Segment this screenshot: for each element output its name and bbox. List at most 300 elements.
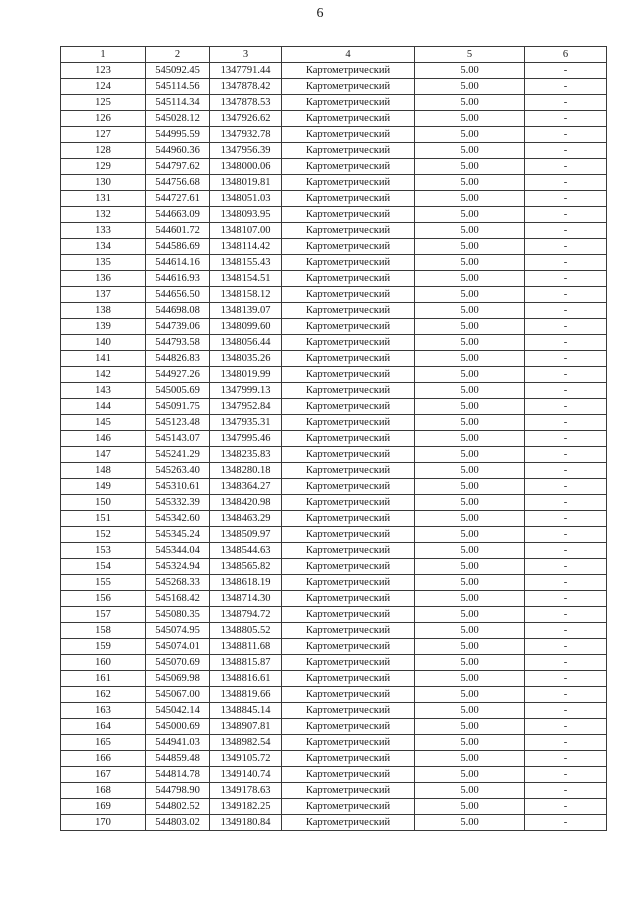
- table-row: [61, 591, 607, 607]
- method-cell: Картометрический: [282, 271, 415, 287]
- method-cell: Картометрический: [282, 495, 415, 511]
- method-cell: Картометрический: [282, 127, 415, 143]
- y-coordinate-cell: 1348107.00: [210, 223, 282, 239]
- x-coordinate-cell: 545069.98: [146, 671, 210, 687]
- description-cell: -: [525, 495, 607, 511]
- point-number-cell: 170: [61, 815, 146, 831]
- y-coordinate-cell: 1348811.68: [210, 639, 282, 655]
- method-cell: Картометрический: [282, 335, 415, 351]
- accuracy-cell: 5.00: [415, 575, 525, 591]
- method-cell: Картометрический: [282, 591, 415, 607]
- point-number-cell: 162: [61, 687, 146, 703]
- y-coordinate-cell: 1349105.72: [210, 751, 282, 767]
- point-number-cell: 157: [61, 607, 146, 623]
- method-cell: Картометрический: [282, 207, 415, 223]
- accuracy-cell: 5.00: [415, 191, 525, 207]
- x-coordinate-cell: 545268.33: [146, 575, 210, 591]
- x-coordinate-cell: 545114.34: [146, 95, 210, 111]
- x-coordinate-cell: 545067.00: [146, 687, 210, 703]
- accuracy-cell: 5.00: [415, 351, 525, 367]
- y-coordinate-cell: 1348235.83: [210, 447, 282, 463]
- accuracy-cell: 5.00: [415, 175, 525, 191]
- method-cell: Картометрический: [282, 351, 415, 367]
- x-coordinate-cell: 545263.40: [146, 463, 210, 479]
- table-row: [61, 319, 607, 335]
- table-row: [61, 783, 607, 799]
- method-cell: Картометрический: [282, 367, 415, 383]
- description-cell: -: [525, 367, 607, 383]
- table-row: [61, 159, 607, 175]
- accuracy-cell: 5.00: [415, 111, 525, 127]
- point-number-cell: 125: [61, 95, 146, 111]
- table-header: [61, 47, 607, 63]
- x-coordinate-cell: 544941.03: [146, 735, 210, 751]
- point-number-cell: 165: [61, 735, 146, 751]
- description-cell: -: [525, 671, 607, 687]
- description-cell: -: [525, 191, 607, 207]
- x-coordinate-cell: 545324.94: [146, 559, 210, 575]
- point-number-cell: 131: [61, 191, 146, 207]
- accuracy-cell: 5.00: [415, 255, 525, 271]
- method-cell: Картометрический: [282, 575, 415, 591]
- y-coordinate-cell: 1348154.51: [210, 271, 282, 287]
- accuracy-cell: 5.00: [415, 687, 525, 703]
- table-row: [61, 639, 607, 655]
- accuracy-cell: 5.00: [415, 559, 525, 575]
- table-row: [61, 655, 607, 671]
- method-cell: Картометрический: [282, 111, 415, 127]
- header-cell: 2: [146, 47, 210, 63]
- accuracy-cell: 5.00: [415, 495, 525, 511]
- method-cell: Картометрический: [282, 479, 415, 495]
- x-coordinate-cell: 545092.45: [146, 63, 210, 79]
- description-cell: -: [525, 239, 607, 255]
- method-cell: Картометрический: [282, 79, 415, 95]
- accuracy-cell: 5.00: [415, 143, 525, 159]
- table-row: [61, 303, 607, 319]
- method-cell: Картометрический: [282, 399, 415, 415]
- method-cell: Картометрический: [282, 319, 415, 335]
- point-number-cell: 137: [61, 287, 146, 303]
- x-coordinate-cell: 545070.69: [146, 655, 210, 671]
- table-row: [61, 719, 607, 735]
- point-number-cell: 158: [61, 623, 146, 639]
- point-number-cell: 155: [61, 575, 146, 591]
- description-cell: -: [525, 527, 607, 543]
- y-coordinate-cell: 1349180.84: [210, 815, 282, 831]
- y-coordinate-cell: 1348907.81: [210, 719, 282, 735]
- accuracy-cell: 5.00: [415, 671, 525, 687]
- x-coordinate-cell: 544663.09: [146, 207, 210, 223]
- x-coordinate-cell: 544616.93: [146, 271, 210, 287]
- table-row: [61, 607, 607, 623]
- point-number-cell: 152: [61, 527, 146, 543]
- y-coordinate-cell: 1347932.78: [210, 127, 282, 143]
- description-cell: -: [525, 319, 607, 335]
- point-number-cell: 130: [61, 175, 146, 191]
- method-cell: Картометрический: [282, 783, 415, 799]
- accuracy-cell: 5.00: [415, 399, 525, 415]
- accuracy-cell: 5.00: [415, 543, 525, 559]
- description-cell: -: [525, 815, 607, 831]
- accuracy-cell: 5.00: [415, 431, 525, 447]
- method-cell: Картометрический: [282, 751, 415, 767]
- y-coordinate-cell: 1348420.98: [210, 495, 282, 511]
- point-number-cell: 160: [61, 655, 146, 671]
- y-coordinate-cell: 1348815.87: [210, 655, 282, 671]
- description-cell: -: [525, 543, 607, 559]
- description-cell: -: [525, 639, 607, 655]
- y-coordinate-cell: 1348158.12: [210, 287, 282, 303]
- method-cell: Картометрический: [282, 527, 415, 543]
- method-cell: Картометрический: [282, 239, 415, 255]
- x-coordinate-cell: 544614.16: [146, 255, 210, 271]
- method-cell: Картометрический: [282, 159, 415, 175]
- point-number-cell: 123: [61, 63, 146, 79]
- method-cell: Картометрический: [282, 623, 415, 639]
- method-cell: Картометрический: [282, 431, 415, 447]
- table-row: [61, 271, 607, 287]
- point-number-cell: 148: [61, 463, 146, 479]
- accuracy-cell: 5.00: [415, 623, 525, 639]
- y-coordinate-cell: 1349140.74: [210, 767, 282, 783]
- accuracy-cell: 5.00: [415, 639, 525, 655]
- accuracy-cell: 5.00: [415, 655, 525, 671]
- description-cell: -: [525, 799, 607, 815]
- method-cell: Картометрический: [282, 687, 415, 703]
- table-row: [61, 127, 607, 143]
- table-row: [61, 63, 607, 79]
- accuracy-cell: 5.00: [415, 799, 525, 815]
- point-number-cell: 134: [61, 239, 146, 255]
- table-row: [61, 511, 607, 527]
- accuracy-cell: 5.00: [415, 703, 525, 719]
- table-row: [61, 223, 607, 239]
- y-coordinate-cell: 1348509.97: [210, 527, 282, 543]
- description-cell: -: [525, 127, 607, 143]
- table-row: [61, 463, 607, 479]
- point-number-cell: 159: [61, 639, 146, 655]
- x-coordinate-cell: 545310.61: [146, 479, 210, 495]
- point-number-cell: 135: [61, 255, 146, 271]
- y-coordinate-cell: 1348114.42: [210, 239, 282, 255]
- point-number-cell: 147: [61, 447, 146, 463]
- y-coordinate-cell: 1347926.62: [210, 111, 282, 127]
- accuracy-cell: 5.00: [415, 95, 525, 111]
- y-coordinate-cell: 1348019.99: [210, 367, 282, 383]
- method-cell: Картометрический: [282, 543, 415, 559]
- y-coordinate-cell: 1347878.42: [210, 79, 282, 95]
- table-row: [61, 687, 607, 703]
- description-cell: -: [525, 95, 607, 111]
- table-row: [61, 367, 607, 383]
- table-row: [61, 207, 607, 223]
- description-cell: -: [525, 575, 607, 591]
- x-coordinate-cell: 544814.78: [146, 767, 210, 783]
- x-coordinate-cell: 544927.26: [146, 367, 210, 383]
- accuracy-cell: 5.00: [415, 511, 525, 527]
- point-number-cell: 144: [61, 399, 146, 415]
- y-coordinate-cell: 1348816.61: [210, 671, 282, 687]
- x-coordinate-cell: 544793.58: [146, 335, 210, 351]
- y-coordinate-cell: 1348035.26: [210, 351, 282, 367]
- x-coordinate-cell: 545332.39: [146, 495, 210, 511]
- point-number-cell: 151: [61, 511, 146, 527]
- accuracy-cell: 5.00: [415, 751, 525, 767]
- y-coordinate-cell: 1348805.52: [210, 623, 282, 639]
- point-number-cell: 169: [61, 799, 146, 815]
- accuracy-cell: 5.00: [415, 207, 525, 223]
- accuracy-cell: 5.00: [415, 527, 525, 543]
- table-row: [61, 431, 607, 447]
- x-coordinate-cell: 544698.08: [146, 303, 210, 319]
- description-cell: -: [525, 303, 607, 319]
- point-number-cell: 168: [61, 783, 146, 799]
- accuracy-cell: 5.00: [415, 767, 525, 783]
- table-row: [61, 383, 607, 399]
- x-coordinate-cell: 544797.62: [146, 159, 210, 175]
- method-cell: Картометрический: [282, 415, 415, 431]
- y-coordinate-cell: 1348099.60: [210, 319, 282, 335]
- x-coordinate-cell: 545114.56: [146, 79, 210, 95]
- table-row: [61, 351, 607, 367]
- accuracy-cell: 5.00: [415, 367, 525, 383]
- x-coordinate-cell: 544802.52: [146, 799, 210, 815]
- header-cell: 5: [415, 47, 525, 63]
- point-number-cell: 133: [61, 223, 146, 239]
- table-row: [61, 559, 607, 575]
- accuracy-cell: 5.00: [415, 159, 525, 175]
- table-row: [61, 111, 607, 127]
- x-coordinate-cell: 544601.72: [146, 223, 210, 239]
- x-coordinate-cell: 545080.35: [146, 607, 210, 623]
- y-coordinate-cell: 1348794.72: [210, 607, 282, 623]
- x-coordinate-cell: 545042.14: [146, 703, 210, 719]
- table-body: [61, 63, 607, 831]
- description-cell: -: [525, 751, 607, 767]
- x-coordinate-cell: 545074.95: [146, 623, 210, 639]
- point-number-cell: 136: [61, 271, 146, 287]
- table-row: [61, 143, 607, 159]
- table-row: [61, 399, 607, 415]
- point-number-cell: 142: [61, 367, 146, 383]
- y-coordinate-cell: 1348280.18: [210, 463, 282, 479]
- description-cell: -: [525, 607, 607, 623]
- method-cell: Картометрический: [282, 447, 415, 463]
- table-row: [61, 703, 607, 719]
- y-coordinate-cell: 1348093.95: [210, 207, 282, 223]
- method-cell: Картометрический: [282, 671, 415, 687]
- accuracy-cell: 5.00: [415, 127, 525, 143]
- header-cell: 4: [282, 47, 415, 63]
- y-coordinate-cell: 1349178.63: [210, 783, 282, 799]
- description-cell: -: [525, 335, 607, 351]
- y-coordinate-cell: 1348019.81: [210, 175, 282, 191]
- x-coordinate-cell: 545241.29: [146, 447, 210, 463]
- point-number-cell: 124: [61, 79, 146, 95]
- table-row: [61, 95, 607, 111]
- x-coordinate-cell: 545074.01: [146, 639, 210, 655]
- x-coordinate-cell: 545091.75: [146, 399, 210, 415]
- accuracy-cell: 5.00: [415, 719, 525, 735]
- table-row: [61, 623, 607, 639]
- method-cell: Картометрический: [282, 223, 415, 239]
- description-cell: -: [525, 767, 607, 783]
- description-cell: -: [525, 655, 607, 671]
- accuracy-cell: 5.00: [415, 815, 525, 831]
- description-cell: -: [525, 63, 607, 79]
- y-coordinate-cell: 1348051.03: [210, 191, 282, 207]
- description-cell: -: [525, 703, 607, 719]
- description-cell: -: [525, 287, 607, 303]
- description-cell: -: [525, 479, 607, 495]
- point-number-cell: 139: [61, 319, 146, 335]
- x-coordinate-cell: 544739.06: [146, 319, 210, 335]
- header-cell: 1: [61, 47, 146, 63]
- point-number-cell: 127: [61, 127, 146, 143]
- point-number-cell: 128: [61, 143, 146, 159]
- description-cell: -: [525, 431, 607, 447]
- point-number-cell: 161: [61, 671, 146, 687]
- x-coordinate-cell: 545000.69: [146, 719, 210, 735]
- table-row: [61, 287, 607, 303]
- table-row: [61, 767, 607, 783]
- description-cell: -: [525, 159, 607, 175]
- x-coordinate-cell: 544960.36: [146, 143, 210, 159]
- point-number-cell: 145: [61, 415, 146, 431]
- y-coordinate-cell: 1348819.66: [210, 687, 282, 703]
- method-cell: Картометрический: [282, 719, 415, 735]
- point-number-cell: 150: [61, 495, 146, 511]
- description-cell: -: [525, 223, 607, 239]
- x-coordinate-cell: 544859.48: [146, 751, 210, 767]
- y-coordinate-cell: 1348544.63: [210, 543, 282, 559]
- method-cell: Картометрический: [282, 815, 415, 831]
- point-number-cell: 149: [61, 479, 146, 495]
- description-cell: -: [525, 463, 607, 479]
- point-number-cell: 140: [61, 335, 146, 351]
- y-coordinate-cell: 1347952.84: [210, 399, 282, 415]
- method-cell: Картометрический: [282, 63, 415, 79]
- point-number-cell: 146: [61, 431, 146, 447]
- description-cell: -: [525, 111, 607, 127]
- page-number: 6: [316, 6, 324, 21]
- description-cell: -: [525, 591, 607, 607]
- description-cell: -: [525, 143, 607, 159]
- table-row: [61, 239, 607, 255]
- method-cell: Картометрический: [282, 511, 415, 527]
- point-number-cell: 143: [61, 383, 146, 399]
- table-row: [61, 175, 607, 191]
- accuracy-cell: 5.00: [415, 335, 525, 351]
- accuracy-cell: 5.00: [415, 783, 525, 799]
- y-coordinate-cell: 1348714.30: [210, 591, 282, 607]
- x-coordinate-cell: 544995.59: [146, 127, 210, 143]
- x-coordinate-cell: 544756.68: [146, 175, 210, 191]
- x-coordinate-cell: 544727.61: [146, 191, 210, 207]
- table-row: [61, 255, 607, 271]
- method-cell: Картометрический: [282, 143, 415, 159]
- method-cell: Картометрический: [282, 95, 415, 111]
- header-cell: 6: [525, 47, 607, 63]
- y-coordinate-cell: 1349182.25: [210, 799, 282, 815]
- accuracy-cell: 5.00: [415, 319, 525, 335]
- point-number-cell: 163: [61, 703, 146, 719]
- method-cell: Картометрический: [282, 559, 415, 575]
- x-coordinate-cell: 545168.42: [146, 591, 210, 607]
- x-coordinate-cell: 545123.48: [146, 415, 210, 431]
- header-cell: 3: [210, 47, 282, 63]
- method-cell: Картометрический: [282, 287, 415, 303]
- accuracy-cell: 5.00: [415, 463, 525, 479]
- x-coordinate-cell: 544656.50: [146, 287, 210, 303]
- y-coordinate-cell: 1347935.31: [210, 415, 282, 431]
- coordinates-table: [60, 46, 607, 831]
- method-cell: Картометрический: [282, 463, 415, 479]
- method-cell: Картометрический: [282, 639, 415, 655]
- x-coordinate-cell: 545342.60: [146, 511, 210, 527]
- x-coordinate-cell: 544586.69: [146, 239, 210, 255]
- x-coordinate-cell: 545005.69: [146, 383, 210, 399]
- method-cell: Картометрический: [282, 655, 415, 671]
- accuracy-cell: 5.00: [415, 287, 525, 303]
- table-row: [61, 495, 607, 511]
- y-coordinate-cell: 1348155.43: [210, 255, 282, 271]
- y-coordinate-cell: 1348845.14: [210, 703, 282, 719]
- description-cell: -: [525, 351, 607, 367]
- y-coordinate-cell: 1348000.06: [210, 159, 282, 175]
- y-coordinate-cell: 1348139.07: [210, 303, 282, 319]
- point-number-cell: 167: [61, 767, 146, 783]
- description-cell: -: [525, 735, 607, 751]
- table-row: [61, 479, 607, 495]
- point-number-cell: 166: [61, 751, 146, 767]
- description-cell: -: [525, 79, 607, 95]
- description-cell: -: [525, 399, 607, 415]
- y-coordinate-cell: 1347956.39: [210, 143, 282, 159]
- method-cell: Картометрический: [282, 607, 415, 623]
- method-cell: Картометрический: [282, 735, 415, 751]
- description-cell: -: [525, 559, 607, 575]
- table-row: [61, 415, 607, 431]
- method-cell: Картометрический: [282, 303, 415, 319]
- accuracy-cell: 5.00: [415, 271, 525, 287]
- table-row: [61, 575, 607, 591]
- y-coordinate-cell: 1348056.44: [210, 335, 282, 351]
- y-coordinate-cell: 1347999.13: [210, 383, 282, 399]
- point-number-cell: 138: [61, 303, 146, 319]
- y-coordinate-cell: 1347878.53: [210, 95, 282, 111]
- point-number-cell: 153: [61, 543, 146, 559]
- x-coordinate-cell: 545345.24: [146, 527, 210, 543]
- description-cell: -: [525, 207, 607, 223]
- x-coordinate-cell: 544803.02: [146, 815, 210, 831]
- description-cell: -: [525, 719, 607, 735]
- point-number-cell: 154: [61, 559, 146, 575]
- point-number-cell: 129: [61, 159, 146, 175]
- y-coordinate-cell: 1347995.46: [210, 431, 282, 447]
- accuracy-cell: 5.00: [415, 735, 525, 751]
- table-row: [61, 79, 607, 95]
- accuracy-cell: 5.00: [415, 591, 525, 607]
- table-row: [61, 751, 607, 767]
- accuracy-cell: 5.00: [415, 479, 525, 495]
- description-cell: -: [525, 175, 607, 191]
- description-cell: -: [525, 511, 607, 527]
- point-number-cell: 156: [61, 591, 146, 607]
- table-row: [61, 335, 607, 351]
- description-cell: -: [525, 415, 607, 431]
